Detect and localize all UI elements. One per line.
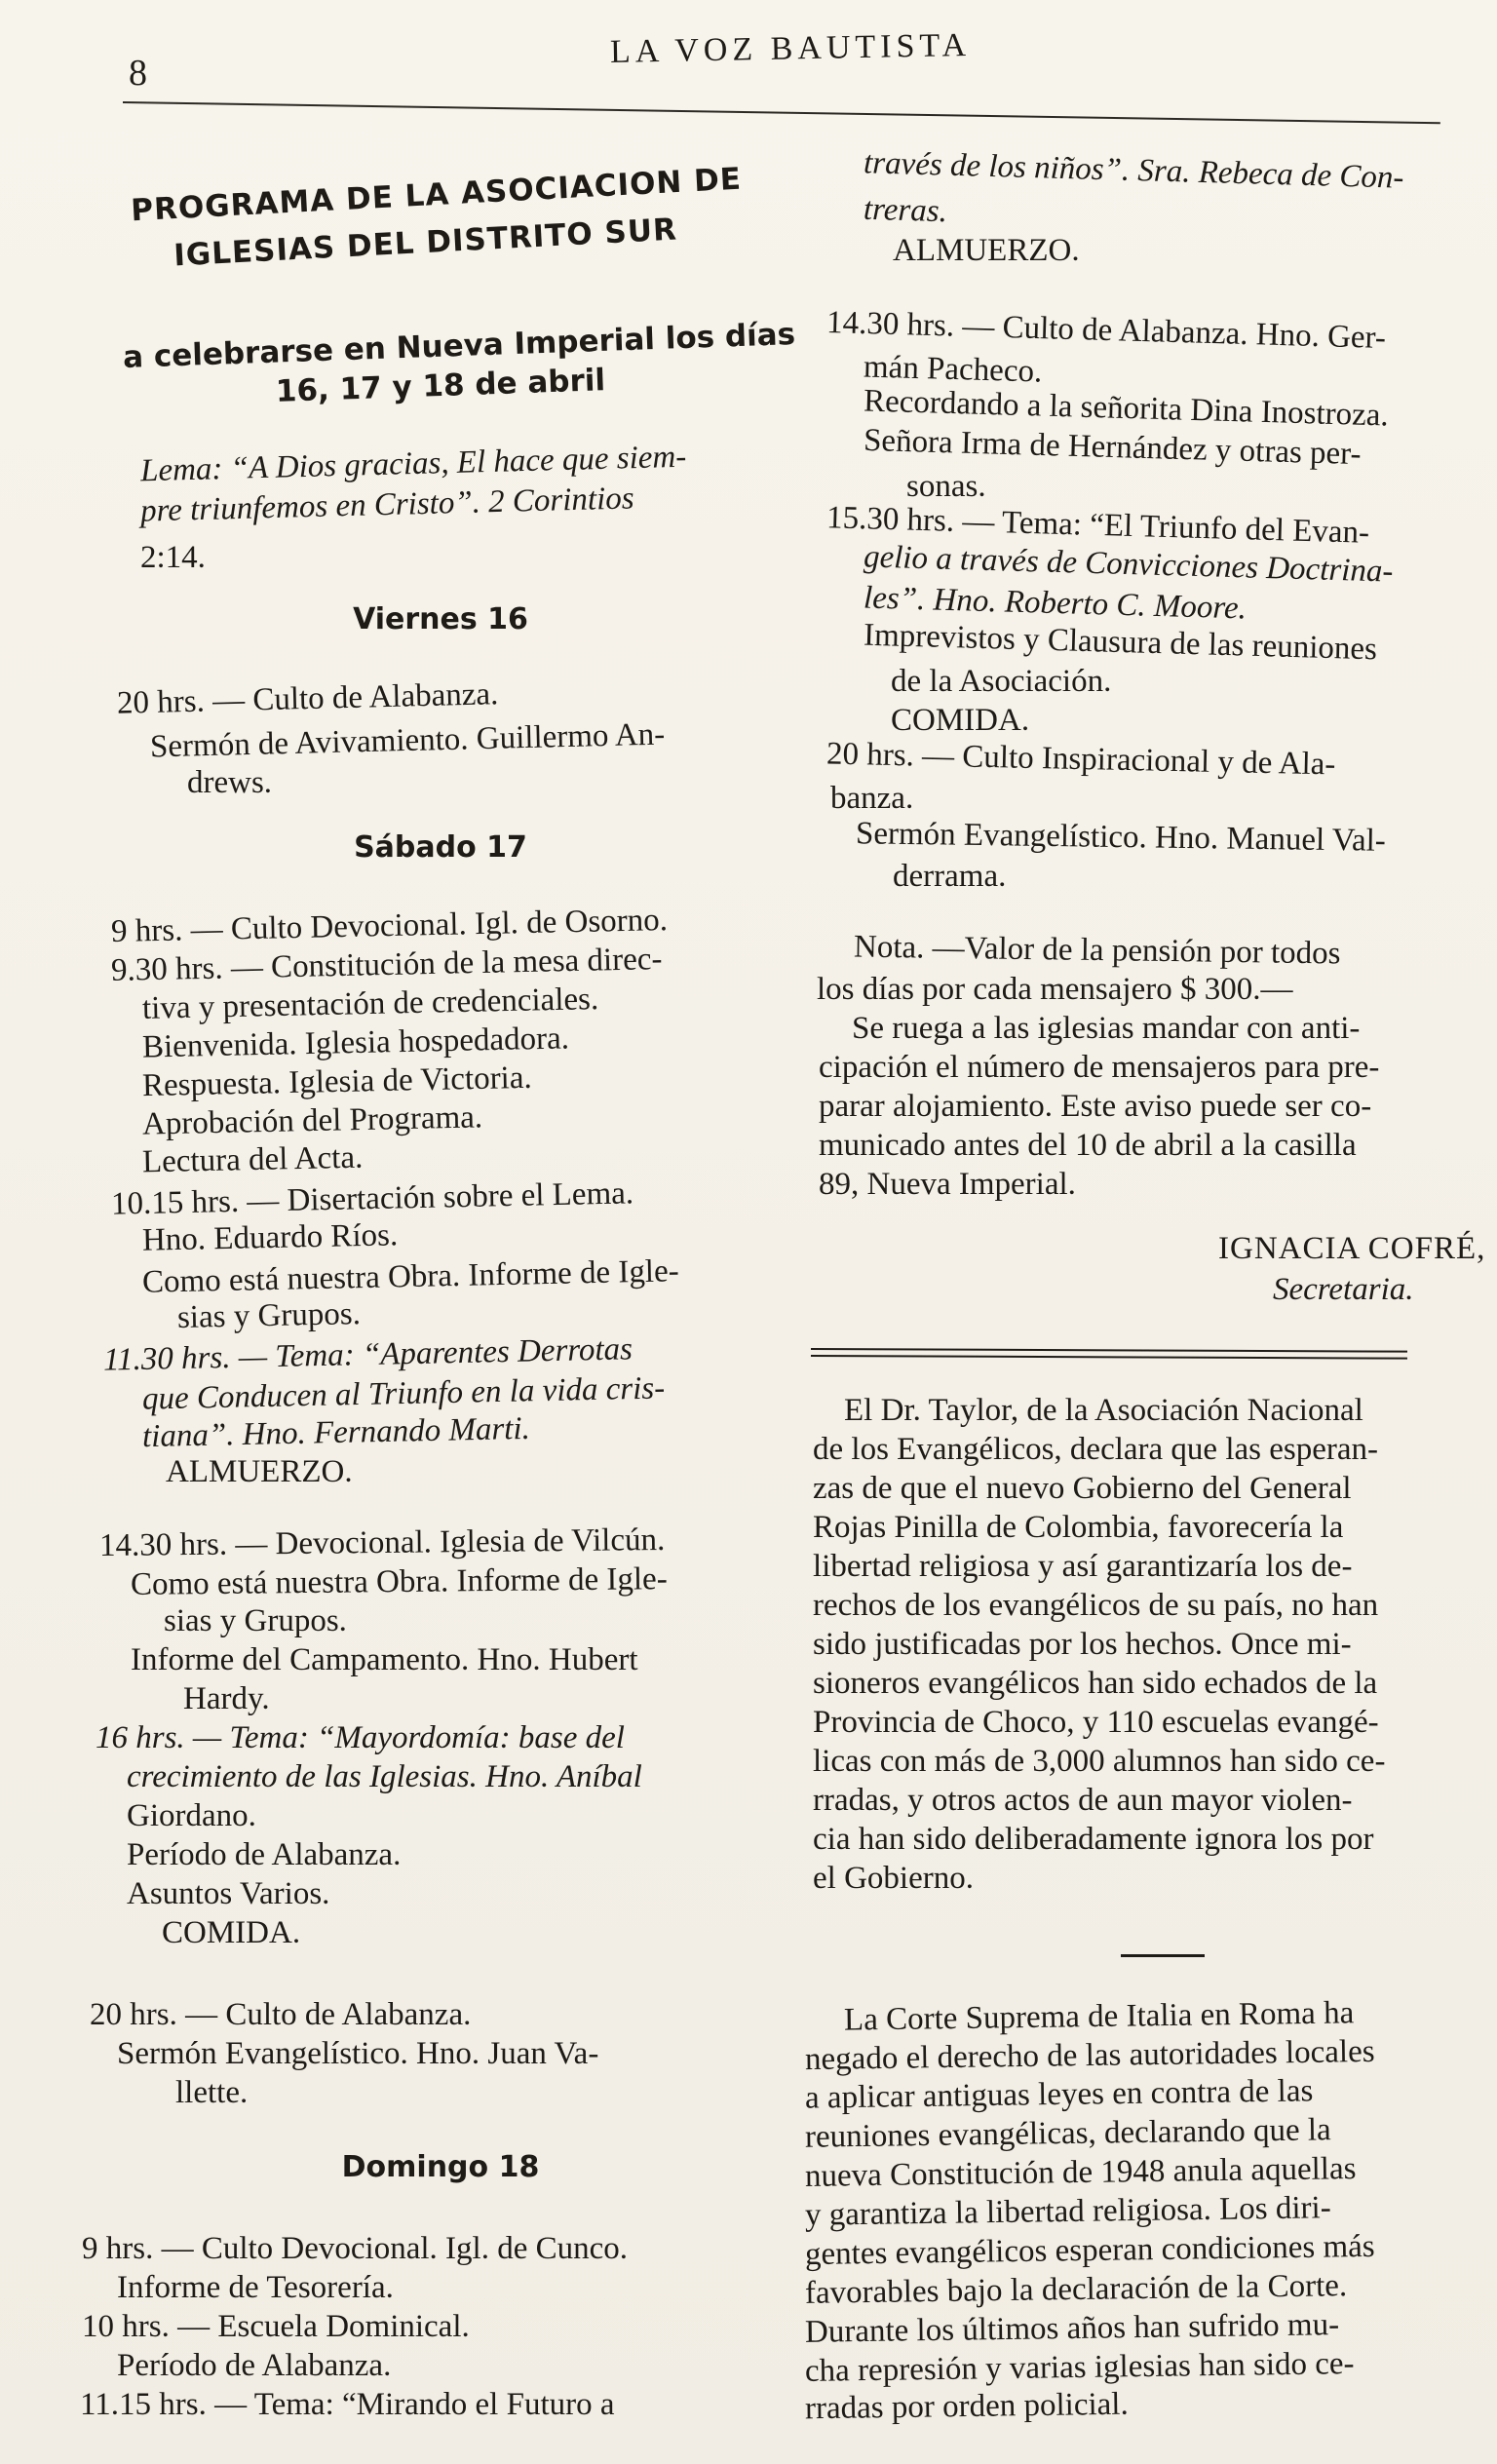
meal-line: COMIDA. [162, 1915, 301, 1950]
right-text-line: gelio a través de Convicciones Doctrina- [863, 539, 1394, 590]
news-line: a aplicar antiguas leyes en contra de las [804, 2073, 1314, 2116]
schedule-line: llette. [175, 2075, 249, 2110]
news-line: rradas por orden policial. [804, 2386, 1129, 2427]
news-line: licas con más de 3,000 alumnos han sido ce- [813, 1744, 1386, 1779]
right-text-line: treras. [863, 191, 948, 230]
schedule-line: drews. [187, 765, 273, 800]
news-line: cha represión y varias iglesias han sido ce- [804, 2346, 1355, 2389]
schedule-line: tiva y presentación de credenciales. [141, 982, 599, 1026]
news-line: La Corte Suprema de Italia en Roma ha [843, 1995, 1355, 2038]
note-line: Nota. —Valor de la pensión por todos [853, 929, 1341, 972]
schedule-line: 11.30 hrs. — Tema: “Aparentes Derrotas [102, 1331, 633, 1378]
schedule-line: Período de Alabanza. [127, 1837, 402, 1872]
lema-line-1: Lema: “A Dios gracias, El hace que siem- [139, 439, 687, 489]
day-heading-viernes: Viernes 16 [353, 602, 528, 636]
right-text-line: les”. Hno. Roberto C. Moore. [863, 580, 1248, 627]
right-text-line: través de los niños”. Sra. Rebeca de Con- [863, 145, 1404, 196]
news-line: negado el derecho de las autoridades locales [804, 2033, 1375, 2078]
news-line: y garantiza la libertad religiosa. Los diri- [804, 2190, 1331, 2233]
news-line: rradas, y otros actos de aun mayor violen- [813, 1783, 1353, 1818]
schedule-line: Período de Alabanza. [117, 2348, 392, 2383]
program-title-line-1: PROGRAMA DE LA ASOCIACION DE [130, 161, 743, 229]
schedule-line: Sermón Evangelístico. Hno. Juan Va- [117, 2036, 599, 2071]
right-text-line: 15.30 hrs. — Tema: “El Triunfo del Evan- [825, 500, 1370, 551]
right-text-line: sonas. [906, 469, 986, 504]
news-line: nueva Constitución de 1948 anula aquellas [804, 2151, 1357, 2194]
schedule-line: 9 hrs. — Culto Devocional. Igl. de Cunco. [82, 2231, 629, 2266]
signature-name: IGNACIA COFRÉ, [1218, 1231, 1486, 1266]
schedule-line: 9.30 hrs. — Constitución de la mesa direc- [110, 942, 663, 988]
right-text-line: 14.30 hrs. — Culto de Alabanza. Hno. Ger- [825, 304, 1387, 357]
news-line: libertad religiosa y así garantizaría los de- [813, 1549, 1353, 1584]
schedule-line: Respuesta. Iglesia de Victoria. [141, 1059, 533, 1104]
news-line: El Dr. Taylor, de la Asociación Nacional [844, 1393, 1363, 1428]
news-line: reuniones evangélicas, declarando que la [804, 2112, 1331, 2155]
news-line: Durante los últimos años han sufrido mu- [804, 2307, 1340, 2350]
right-text-line: 20 hrs. — Culto Inspiracional y de Ala- [825, 736, 1336, 783]
right-text-line: Recordando a la señorita Dina Inostroza. [863, 383, 1390, 434]
schedule-line: que Conducen al Triunfo en la vida cris- [141, 1370, 666, 1417]
note-line: los días por cada mensajero $ 300.— [817, 972, 1293, 1007]
schedule-line: 11.15 hrs. — Tema: “Mirando el Futuro a [80, 2387, 615, 2422]
news-line: gentes evangélicos esperan condiciones más [804, 2228, 1375, 2273]
news-line: Provincia de Choco, y 110 escuelas evangé- [813, 1705, 1379, 1740]
program-subtitle-line-2: 16, 17 y 18 de abril [275, 363, 606, 409]
program-title-line-2: IGLESIAS DEL DISTRITO SUR [173, 212, 678, 274]
schedule-line: 20 hrs. — Culto de Alabanza. [90, 1997, 472, 2032]
meal-line: ALMUERZO. [166, 1454, 353, 1489]
schedule-line: Sermón de Avivamiento. Guillermo An- [149, 716, 666, 765]
news-line: de los Evangélicos, declara que las esperan- [813, 1432, 1378, 1467]
schedule-line: tiana”. Hno. Fernando Marti. [141, 1410, 531, 1455]
news-line: sido justificadas por los hechos. Once mi- [813, 1627, 1352, 1662]
right-text-line: Imprevistos y Clausura de las reuniones [863, 617, 1378, 668]
schedule-line: Giordano. [127, 1798, 256, 1833]
news-line: el Gobierno. [813, 1861, 974, 1896]
signature-title: Secretaria. [1273, 1272, 1414, 1307]
page-number: 8 [129, 53, 147, 94]
meal-line: COMIDA. [891, 703, 1030, 738]
meal-line: ALMUERZO. [893, 233, 1080, 268]
news-line: favorables bajo la declaración de la Corte. [804, 2268, 1348, 2311]
schedule-line: 16 hrs. — Tema: “Mayordomía: base del [96, 1720, 625, 1755]
note-line: 89, Nueva Imperial. [819, 1167, 1076, 1202]
section-divider [811, 1348, 1407, 1360]
schedule-line: 10 hrs. — Escuela Dominical. [82, 2309, 470, 2344]
program-subtitle-line-1: a celebrarse en Nueva Imperial los días [122, 316, 796, 376]
schedule-line: Hno. Eduardo Ríos. [141, 1217, 399, 1258]
day-heading-domingo: Domingo 18 [341, 2150, 540, 2184]
right-text-line: derrama. [893, 859, 1007, 894]
schedule-line: sias y Grupos. [176, 1296, 362, 1335]
right-text-line: banza. [830, 781, 914, 816]
masthead-title: LA VOZ BAUTISTA [609, 26, 972, 70]
day-heading-sabado: Sábado 17 [354, 830, 527, 865]
note-line: parar alojamiento. Este aviso puede ser co- [819, 1089, 1372, 1124]
news-line: sioneros evangélicos han sido echados de la [813, 1666, 1378, 1701]
schedule-line: Hardy. [183, 1681, 270, 1716]
note-line: municado antes del 10 de abril a la casilla [819, 1128, 1357, 1163]
news-line: Rojas Pinilla de Colombia, favorecería la [813, 1510, 1344, 1545]
schedule-line: 14.30 hrs. — Devocional. Iglesia de Vilcún. [98, 1521, 666, 1564]
news-line: cia han sido deliberadamente ignora los por [813, 1822, 1374, 1857]
section-divider-short [1121, 1954, 1205, 1957]
news-line: zas de que el nuevo Gobierno del General [813, 1471, 1352, 1506]
schedule-line: Lectura del Acta. [141, 1139, 364, 1180]
schedule-line: Aprobación del Programa. [141, 1099, 483, 1142]
schedule-line: sias y Grupos. [164, 1603, 347, 1638]
right-text-line: Sermón Evangelístico. Hno. Manuel Val- [855, 816, 1387, 859]
right-text-line: de la Asociación. [891, 664, 1112, 699]
note-line: Se ruega a las iglesias mandar con anti- [852, 1011, 1361, 1046]
lema-line-2: pre triunfemos en Cristo”. 2 Corintios [139, 481, 635, 529]
schedule-line: 9 hrs. — Culto Devocional. Igl. de Osorno. [110, 903, 669, 949]
schedule-line: 10.15 hrs. — Disertación sobre el Lema. [110, 1175, 634, 1222]
header-rule [123, 101, 1440, 124]
right-text-line: mán Pacheco. [863, 349, 1043, 390]
schedule-line: Bienvenida. Iglesia hospedadora. [141, 1020, 570, 1065]
schedule-line: Informe de Tesorería. [117, 2270, 394, 2305]
right-text-line: Señora Irma de Hernández y otras per- [863, 422, 1363, 473]
schedule-line: 20 hrs. — Culto de Alabanza. [116, 676, 499, 721]
lema-line-3: 2:14. [140, 540, 206, 575]
news-line: rechos de los evangélicos de su país, no han [813, 1588, 1379, 1623]
schedule-line: Como está nuestra Obra. Informe de Igle- [141, 1253, 680, 1300]
schedule-line: Como está nuestra Obra. Informe de Igle- [130, 1561, 668, 1602]
schedule-line: Asuntos Varios. [127, 1876, 330, 1911]
schedule-line: Informe del Campamento. Hno. Hubert [131, 1642, 638, 1677]
schedule-line: crecimiento de las Iglesias. Hno. Aníbal [127, 1759, 642, 1794]
note-line: cipación el número de mensajeros para pre- [819, 1050, 1380, 1085]
